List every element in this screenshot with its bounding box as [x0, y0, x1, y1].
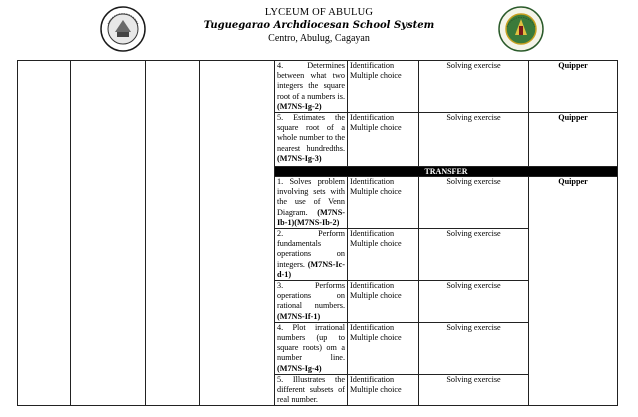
blank-cell: [18, 61, 71, 406]
activity-cell: Solving exercise: [419, 113, 529, 167]
competency-code: (M7NS-Ib-1)(M7NS-Ib-2): [277, 207, 345, 227]
blank-cell: [146, 61, 200, 406]
competency-text: 5. Estimates the square root of a whole number to the nearest hundredths.: [277, 113, 345, 153]
blank-cell: [200, 61, 275, 406]
competency-code: (M7NS-Ic-d-1): [277, 259, 345, 279]
assessment-type: Identification: [350, 281, 395, 291]
school-name: LYCEUM OF ABULUG: [264, 7, 374, 18]
assessment-type: Multiple choice: [350, 291, 402, 301]
assessment-type: Multiple choice: [350, 333, 402, 343]
assessment-type: Multiple choice: [350, 385, 402, 395]
assessment-cell: [348, 61, 419, 113]
competency-cell: [275, 61, 348, 113]
transfer-label: TRANSFER: [275, 167, 618, 177]
competency-text: 5. Illustrates the different subsets of real number.: [277, 374, 345, 405]
assessment-cell: [348, 113, 419, 167]
assessment-cell: [348, 322, 419, 374]
activity-cell: Solving exercise: [419, 61, 529, 113]
competency-cell: [275, 229, 348, 281]
competency-cell: [275, 281, 348, 323]
activity-cell: Solving exercise: [419, 229, 529, 281]
assessment-type: Multiple choice: [350, 123, 402, 133]
assessment-type: Multiple choice: [350, 187, 402, 197]
competency-code: (M7NS-Ig-2): [277, 101, 322, 111]
activity-cell: Solving exercise: [419, 281, 529, 323]
assessment-cell: [348, 229, 419, 281]
school-address: Centro, Abulug, Cagayan: [268, 33, 370, 44]
activity-cell: Solving exercise: [419, 177, 529, 229]
assessment-type: Identification: [350, 177, 395, 187]
assessment-type: Identification: [350, 374, 395, 384]
activity-cell: Solving exercise: [419, 374, 529, 406]
resource-cell: Quipper: [529, 61, 618, 113]
competency-text: 1. Solves problem involving sets with the use of Venn Diagram.: [277, 177, 345, 217]
assessment-type: Identification: [350, 113, 395, 123]
page-header: [0, 0, 638, 60]
blank-cell: [71, 61, 146, 406]
tass-seal-logo: [498, 6, 544, 52]
school-system: Tuguegarao Archdiocesan School System: [203, 20, 435, 31]
competency-text: 4. Plot irrational numbers (up to square roots) om a number line.: [277, 322, 345, 363]
assessment-type: Identification: [350, 61, 395, 70]
competency-cell: [275, 177, 348, 229]
resource-cell: Quipper: [529, 113, 618, 167]
competency-cell: [275, 322, 348, 374]
curriculum-map-table: [17, 60, 618, 406]
competency-text: 4. Determines between what two integers the square root of a numbers is.: [277, 61, 345, 101]
competency-text: 2. Perform fundamentals operations on integers.: [277, 229, 345, 269]
competency-cell: [275, 113, 348, 167]
assessment-cell: [348, 374, 419, 406]
assessment-type: Multiple choice: [350, 71, 402, 81]
competency-code: (M7NS-Ig-4): [277, 363, 322, 373]
assessment-type: Identification: [350, 229, 395, 239]
activity-cell: Solving exercise: [419, 322, 529, 374]
resource-cell: Quipper: [529, 177, 618, 406]
competency-cell: [275, 374, 348, 406]
assessment-type: Multiple choice: [350, 239, 402, 249]
competency-code: (M7NS-If-1): [277, 311, 321, 321]
assessment-cell: [348, 281, 419, 323]
table-row: [18, 61, 618, 113]
competency-code: (M7NS-Ig-3): [277, 153, 322, 163]
assessment-cell: [348, 177, 419, 229]
competency-text: 3. Performs operations on rational numbers.: [277, 281, 345, 311]
assessment-type: Identification: [350, 322, 395, 332]
